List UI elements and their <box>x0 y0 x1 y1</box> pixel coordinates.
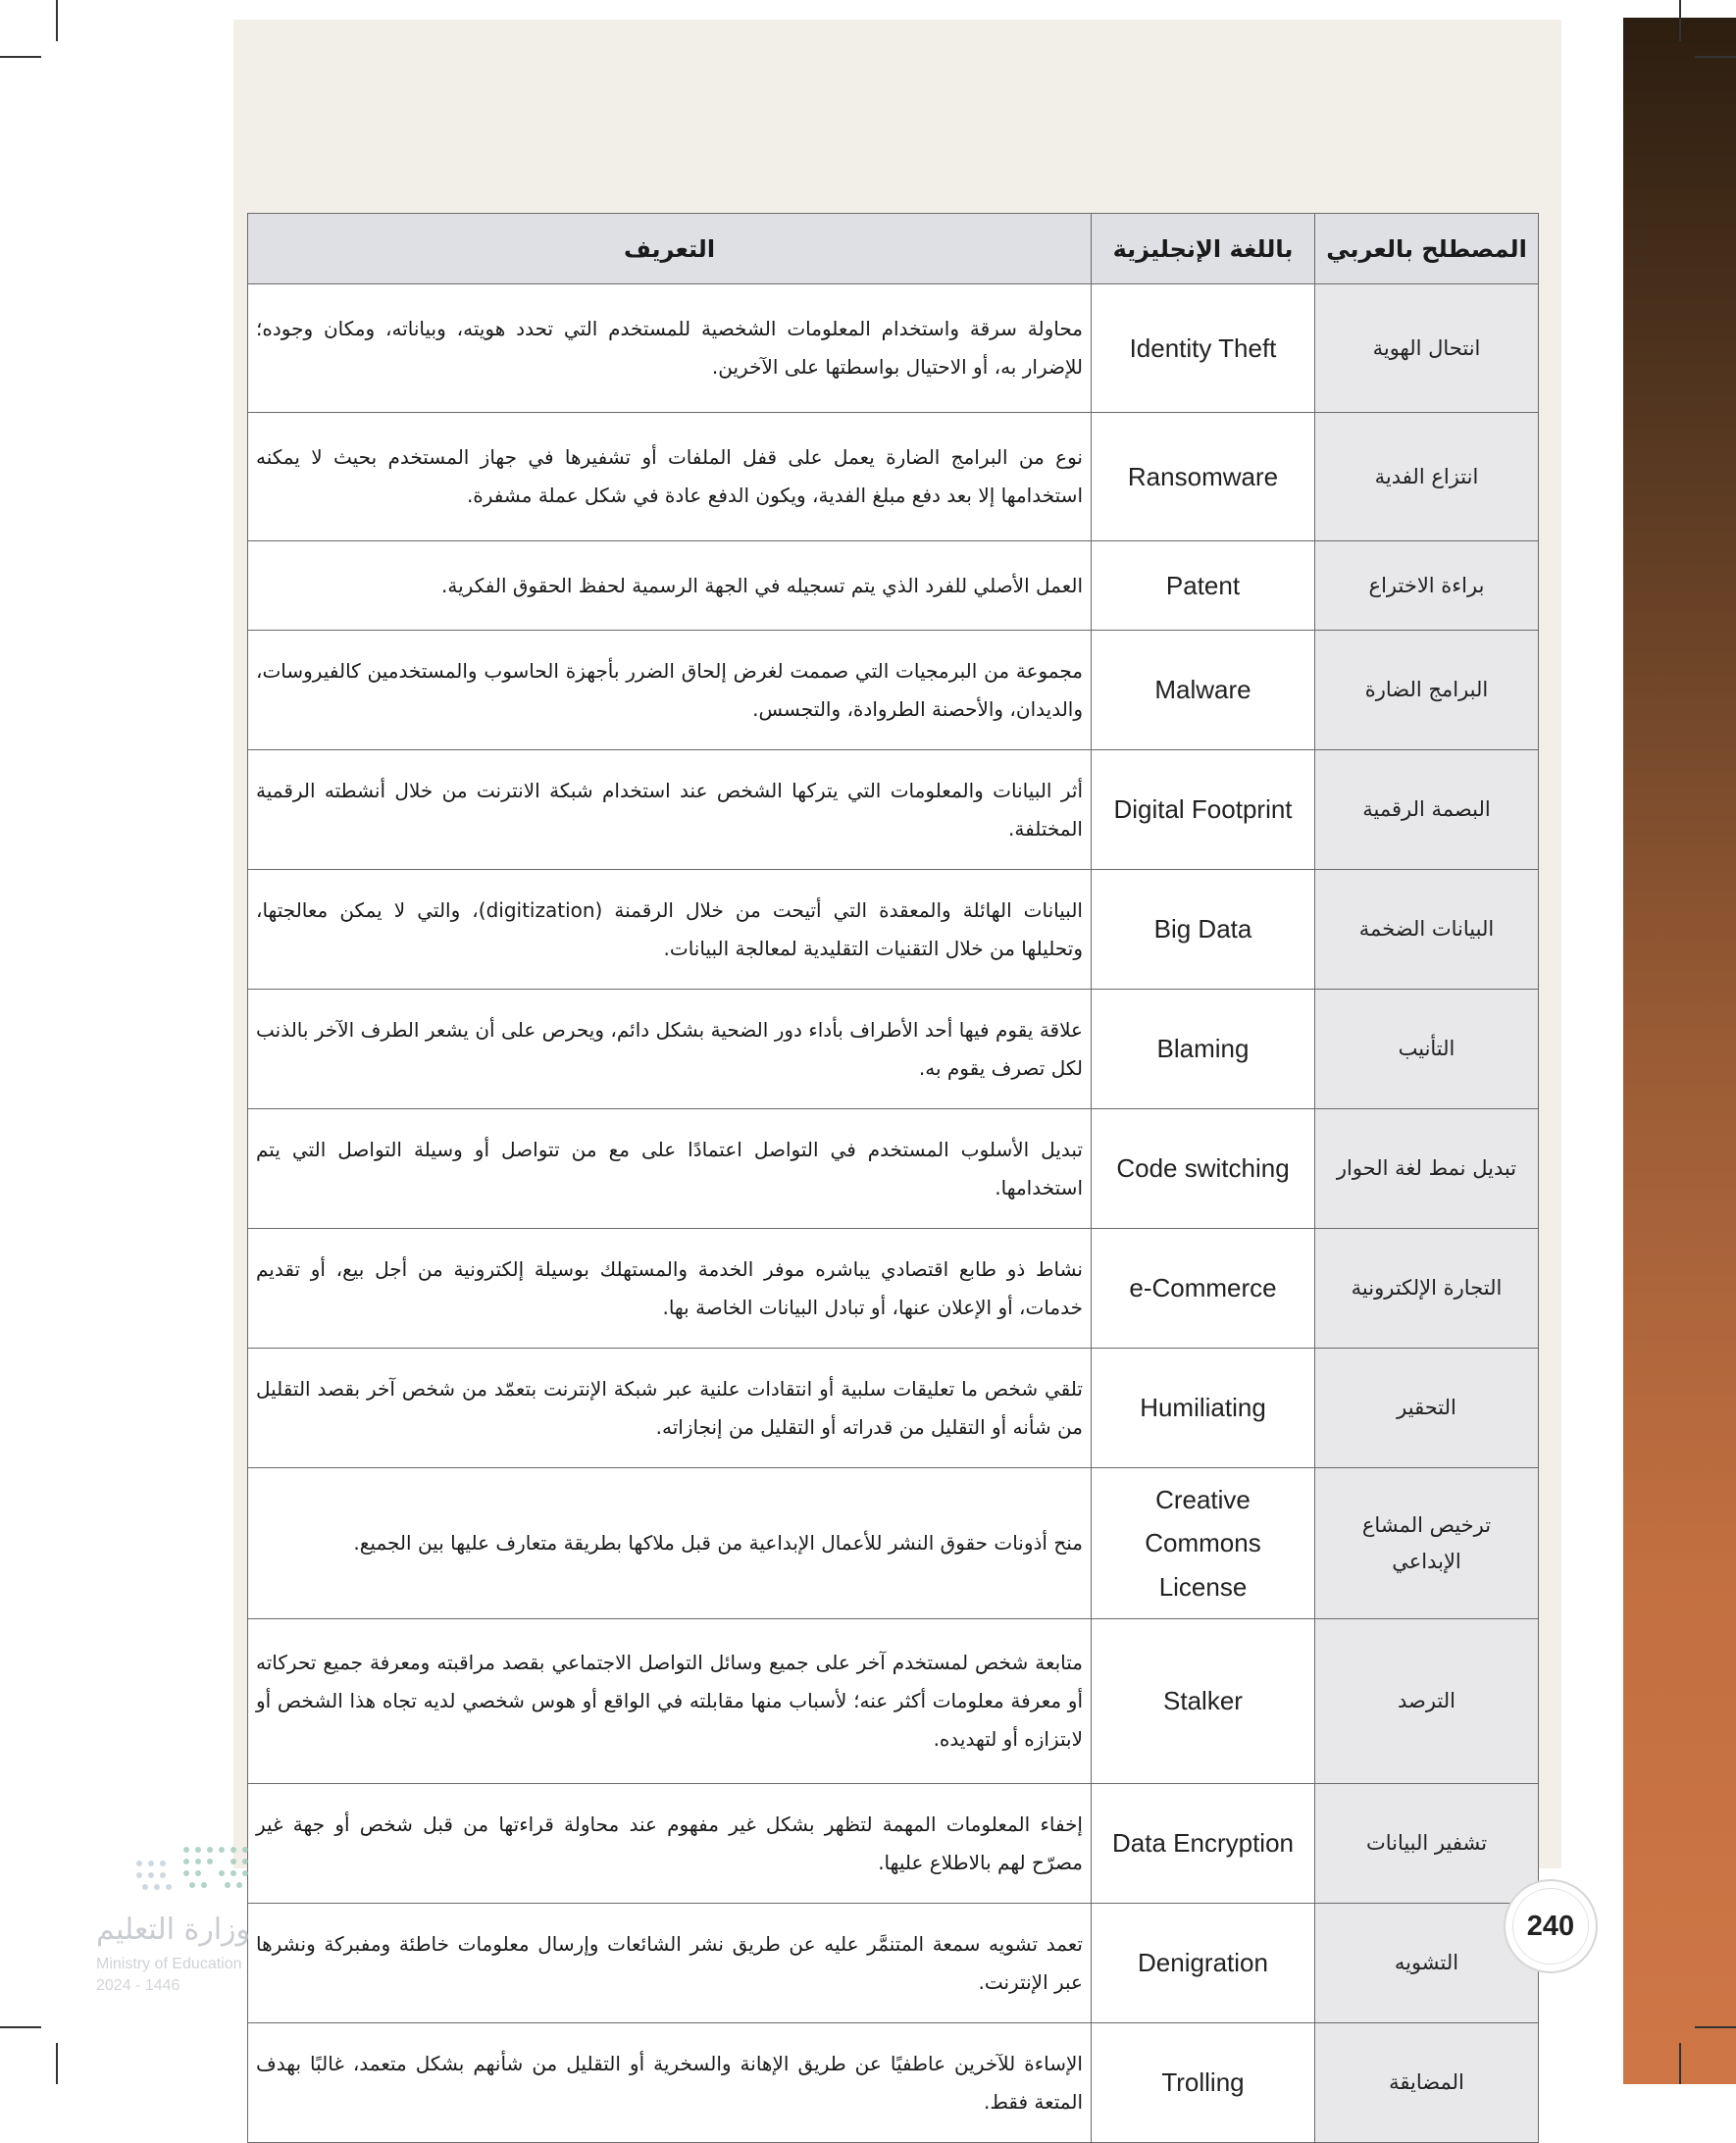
ministry-year: 2024 - 1446 <box>96 1977 180 1994</box>
crop-mark <box>1695 56 1736 58</box>
definition-cell: نشاط ذو طابع اقتصادي يباشره موفر الخدمة والمستهلك بوسيلة إلكترونية من أجل بيع، أو تقديم خدمات، أو الإعلان عنها، أو تبادل البيانات الخاصة بها. <box>248 1229 1092 1349</box>
english-term-cell: Ransomware <box>1092 413 1315 541</box>
english-term-cell: e-Commerce <box>1092 1229 1315 1349</box>
crop-mark <box>1679 2043 1681 2084</box>
english-term-cell: Denigration <box>1092 1904 1315 2023</box>
decorative-side-band <box>1623 18 1736 2084</box>
crop-mark <box>56 0 58 41</box>
arabic-term-cell: انتحال الهوية <box>1315 284 1539 413</box>
arabic-term-cell: براءة الاختراع <box>1315 541 1539 631</box>
definition-cell: نوع من البرامج الضارة يعمل على قفل الملفات أو تشفيرها في جهاز المستخدم بحيث لا يمكنه استخدامها إلا بعد دفع مبلغ الفدية، ويكون الدفع عادة في شكل عملة مشفرة. <box>248 413 1092 541</box>
arabic-term-cell: التأنيب <box>1315 990 1539 1109</box>
page-number-badge <box>1504 1879 1598 1973</box>
crop-mark <box>0 56 41 58</box>
english-term-cell: Blaming <box>1092 990 1315 1109</box>
english-term-cell: Identity Theft <box>1092 284 1315 413</box>
table-header-row <box>248 214 1539 284</box>
arabic-term-cell: البصمة الرقمية <box>1315 750 1539 870</box>
table-row <box>248 631 1539 750</box>
table-row <box>248 1229 1539 1349</box>
arabic-term-cell: ترخيص المشاع الإبداعي <box>1315 1468 1539 1619</box>
english-term-cell: Creative Commons License <box>1092 1468 1315 1619</box>
definition-cell: تعمد تشويه سمعة المتنمَّر عليه عن طريق نشر الشائعات وإرسال معلومات خاطئة ومفبركة ونشرها عبر الإنترنت. <box>248 1904 1092 2023</box>
english-term-cell: Stalker <box>1092 1619 1315 1784</box>
arabic-term-cell: الترصد <box>1315 1619 1539 1784</box>
arabic-term-cell: انتزاع الفدية <box>1315 413 1539 541</box>
definition-cell: الإساءة للآخرين عاطفيًا عن طريق الإهانة والسخرية أو التقليل من شأنهم بشكل متعمد، غالبًا بهدف المتعة فقط. <box>248 2023 1092 2143</box>
english-term-cell: Digital Footprint <box>1092 750 1315 870</box>
definition-cell: متابعة شخص لمستخدم آخر على جميع وسائل التواصل الاجتماعي بقصد مراقبته ومعرفة جميع تحركاته أو معرفة معلومات أكثر عنه؛ لأسباب منها مقابلته في الواقع أو هوس شخصي لديه تجاه هذا الشخص أو لابتزازه أو لتهديده. <box>248 1619 1092 1784</box>
table-row <box>248 870 1539 990</box>
arabic-term-cell: تبديل نمط لغة الحوار <box>1315 1109 1539 1229</box>
definition-cell: منح أذونات حقوق النشر للأعمال الإبداعية من قبل ملاكها بطريقة متعارف عليها بين الجميع. <box>248 1468 1092 1619</box>
arabic-term-cell: البيانات الضخمة <box>1315 870 1539 990</box>
english-term-cell: Trolling <box>1092 2023 1315 2143</box>
arabic-term-cell: التجارة الإلكترونية <box>1315 1229 1539 1349</box>
definition-cell: إخفاء المعلومات المهمة لتظهر بشكل غير مفهوم عند محاولة قراءتها من قبل شخص أو جهة غير مصرّح لهم بالاطلاع عليها. <box>248 1784 1092 1904</box>
arabic-term-cell: التشويه <box>1315 1904 1539 2023</box>
table-row <box>248 990 1539 1109</box>
page-number: 240 <box>1512 1888 1589 1964</box>
header-arabic-term: المصطلح بالعربي <box>1315 214 1539 284</box>
table-row <box>248 1468 1539 1619</box>
table-row <box>248 1904 1539 2023</box>
crop-mark <box>56 2043 58 2084</box>
english-term-cell: Malware <box>1092 631 1315 750</box>
english-term-cell: Big Data <box>1092 870 1315 990</box>
english-term-cell: Humiliating <box>1092 1349 1315 1468</box>
table-row <box>248 284 1539 413</box>
table-row <box>248 541 1539 631</box>
definition-cell: محاولة سرقة واستخدام المعلومات الشخصية للمستخدم التي تحدد هويته، وبياناته، ومكان وجوده؛ للإضرار به، أو الاحتيال بواسطتها على الآخرين. <box>248 284 1092 413</box>
definition-cell: البيانات الهائلة والمعقدة التي أتيحت من خلال الرقمنة (digitization)، والتي لا يمكن معالجتها، وتحليلها من خلال التقنيات التقليدية لمعالجة البيانات. <box>248 870 1092 990</box>
definition-cell: أثر البيانات والمعلومات التي يتركها الشخص عند استخدام شبكة الانترنت من خلال أنشطته الرقمية المختلفة. <box>248 750 1092 870</box>
table-row <box>248 1619 1539 1784</box>
table-row <box>248 2023 1539 2143</box>
arabic-term-cell: تشفير البيانات <box>1315 1784 1539 1904</box>
arabic-term-cell: المضايقة <box>1315 2023 1539 2143</box>
ministry-name-english: Ministry of Education <box>96 1956 242 1972</box>
ministry-name-arabic: وزارة التعليم <box>96 1913 251 1947</box>
crop-mark <box>1679 0 1681 41</box>
definition-cell: مجموعة من البرمجيات التي صممت لغرض إلحاق الضرر بأجهزة الحاسوب والمستخدمين كالفيروسات، والديدان، والأحصنة الطروادة، والتجسس. <box>248 631 1092 750</box>
english-term-cell: Patent <box>1092 541 1315 631</box>
crop-mark <box>1695 2026 1736 2028</box>
table-row <box>248 1109 1539 1229</box>
header-definition: التعريف <box>248 214 1092 284</box>
table-row <box>248 413 1539 541</box>
table-row <box>248 1784 1539 1904</box>
arabic-term-cell: التحقير <box>1315 1349 1539 1468</box>
english-term-cell: Data Encryption <box>1092 1784 1315 1904</box>
english-term-cell: Code switching <box>1092 1109 1315 1229</box>
arabic-term-cell: البرامج الضارة <box>1315 631 1539 750</box>
glossary-table <box>247 213 1539 2143</box>
header-english-term: باللغة الإنجليزية <box>1092 214 1315 284</box>
table-row <box>248 750 1539 870</box>
crop-mark <box>0 2026 41 2028</box>
definition-cell: علاقة يقوم فيها أحد الأطراف بأداء دور الضحية بشكل دائم، ويحرص على أن يشعر الطرف الآخر بالذنب لكل تصرف يقوم به. <box>248 990 1092 1109</box>
table-row <box>248 1349 1539 1468</box>
definition-cell: العمل الأصلي للفرد الذي يتم تسجيله في الجهة الرسمية لحفظ الحقوق الفكرية. <box>248 541 1092 631</box>
definition-cell: تلقي شخص ما تعليقات سلبية أو انتقادات علنية عبر شبكة الإنترنت بتعمّد من شخص آخر بقصد التقليل من شأنه أو التقليل من قدراته أو التقليل من إنجازاته. <box>248 1349 1092 1468</box>
definition-cell: تبديل الأسلوب المستخدم في التواصل اعتمادًا على مع من تتواصل أو وسيلة التواصل التي يتم استخدامها. <box>248 1109 1092 1229</box>
